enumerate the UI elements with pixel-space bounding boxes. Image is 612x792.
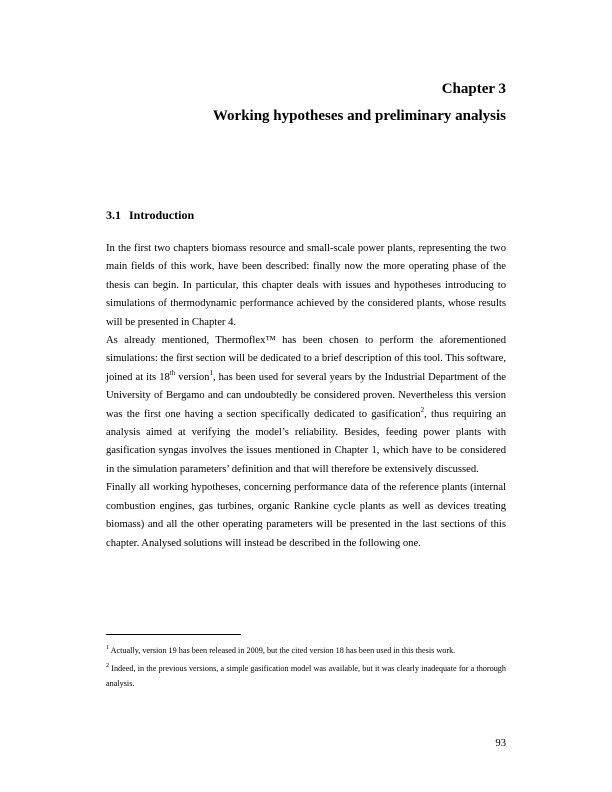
ordinal-superscript: th [169,368,176,377]
footnote-1 [106,643,506,659]
chapter-number: Chapter 3 [441,81,506,97]
paragraph-2 [106,332,506,479]
footnote-2-text: Indeed, in the previous versions, a simple gasification model was available, but it was clearly inadequate for a thorough analysis. [106,663,506,689]
paragraph-2-text-d: , thus requiring an analysis aimed at verifying the model’s reliability. Besides, feeding power plants with gasification syngas involves the issues mentioned in Chapter 1, which have to be considered in the simulation parameters’ definition and that will therefore be extensively discussed. [106,408,506,475]
section-number: 3.1 [106,208,121,222]
paragraph-2-text-a: As already mentioned, Thermoflex™ has been chosen to perform the aforementioned simulations: the first section will be dedicated to a brief description of this tool. This software, joined at its 18 [106,335,506,383]
paragraph-1: In the first two chapters biomass resource and small-scale power plants, representing the two main fields of this work, have been described: finally now the more operating phase of the thesis can begin. In particular, this chapter deals with issues and hypotheses introducing to simulations of thermodynamic performance achieved by the considered plants, whose results will be presented in Chapter 4. [106,243,506,328]
footnote-2 [106,661,506,692]
footnote-1-text: Actually, version 19 has been released in 2009, but the cited version 18 has been used in this thesis work. [109,646,456,655]
body-text [106,240,506,553]
footnote-2-marker: 2 [106,662,109,669]
chapter-title: Working hypotheses and preliminary analysis [212,108,506,124]
footnote-divider [106,634,241,635]
footnote-1-marker: 1 [106,645,109,651]
paragraph-2-text-c: , has been used for several years by the Industrial Department of the University of Bergamo and can undoubtedly be considered proven. Nevertheless this version was the first one having a section specifically dedicated to gasification [106,371,506,420]
section-heading [106,208,194,223]
footnote-ref-2[interactable]: 2 [420,405,425,414]
paragraph-3: Finally all working hypotheses, concerning performance data of the reference plants (internal combustion engines, gas turbines, organic Rankine cycle plants as well as devices treating biomass) and all the other operating parameters will be presented in the last sections of this chapter. Analysed solutions will instead be described in the following one. [106,482,506,549]
footnotes [106,643,506,694]
section-title: Introduction [129,208,195,222]
footnote-ref-1[interactable]: 1 [209,368,213,377]
paragraph-2-text-b: version [175,371,210,383]
page-number: 93 [495,738,506,749]
